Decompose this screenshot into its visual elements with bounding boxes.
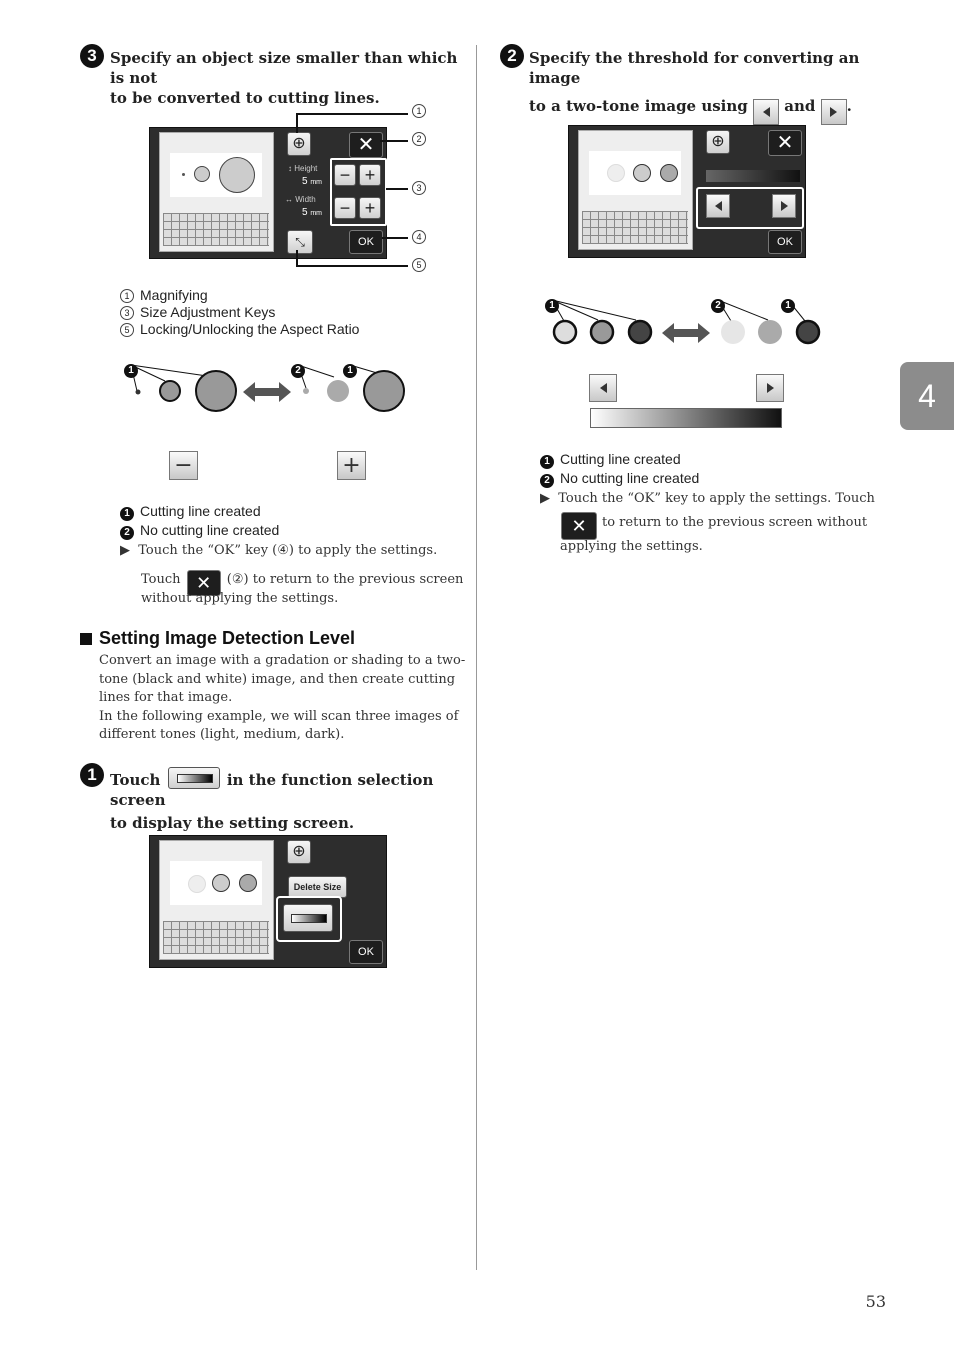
close-button[interactable]: ✕ bbox=[349, 132, 383, 158]
right-note-1: ▶ Touch the “OK” key to apply the settings. Touch bbox=[540, 491, 875, 506]
note-ok: ▶ Touch the “OK” key (④) to apply the settings. bbox=[120, 543, 438, 558]
minus-key-icon: − bbox=[169, 451, 198, 480]
width-value: 5 mm bbox=[302, 207, 323, 218]
aspect-lock-button[interactable]: ⤡ bbox=[287, 230, 313, 254]
chapter-tab: 4 bbox=[900, 362, 954, 430]
magnify-button-3[interactable]: ⊕ bbox=[287, 840, 311, 864]
callout-1: 1 bbox=[412, 104, 432, 118]
threshold-gradient-bar bbox=[706, 170, 800, 182]
height-minus-button[interactable]: − bbox=[334, 164, 356, 186]
step-1-number: 1 bbox=[80, 763, 104, 787]
tone-diagram bbox=[540, 290, 830, 350]
height-label: ↕ Height bbox=[288, 164, 318, 173]
diagram1-label-1: 1 bbox=[124, 358, 144, 378]
threshold-left-button[interactable] bbox=[706, 194, 730, 218]
close-button-2[interactable]: ✕ bbox=[768, 130, 802, 156]
legend-b: 1 Cutting line created 2 No cutting line created bbox=[120, 502, 279, 540]
callout-4: 4 bbox=[412, 230, 432, 244]
width-minus-button[interactable]: − bbox=[334, 197, 356, 219]
tone-gradient-bar bbox=[590, 408, 782, 428]
detection-level-button[interactable] bbox=[283, 904, 333, 932]
scan-preview-2 bbox=[578, 130, 693, 250]
magnify-button-2[interactable]: ⊕ bbox=[706, 130, 730, 154]
diagram2-label-2: 2 bbox=[711, 293, 731, 313]
section-square-icon bbox=[80, 633, 92, 645]
scan-preview bbox=[159, 132, 274, 252]
width-plus-button[interactable]: + bbox=[359, 197, 381, 219]
scan-preview-3 bbox=[159, 840, 274, 960]
right-note-3: applying the settings. bbox=[560, 539, 703, 554]
delete-size-button[interactable]: Delete Size bbox=[288, 876, 347, 898]
close-key-icon: ✕ bbox=[187, 570, 221, 596]
right-key-diagram-icon bbox=[756, 374, 784, 402]
step-3-title: Specify an object size smaller than which is not to be converted to cutting lines. bbox=[110, 49, 458, 107]
size-setting-screen bbox=[149, 127, 387, 259]
legend-right: 1 Cutting line created 2 No cutting line created bbox=[540, 450, 699, 488]
diagram2-label-1: 1 bbox=[545, 293, 565, 313]
size-diagram bbox=[115, 355, 415, 425]
legend-a: 1 Magnifying 3 Size Adjustment Keys 5 Locking/Unlocking the Aspect Ratio bbox=[120, 287, 359, 338]
threshold-right-button[interactable] bbox=[772, 194, 796, 218]
section-title: Setting Image Detection Level bbox=[99, 628, 356, 648]
note-close: Touch ✕ (②) to return to the previous screen bbox=[141, 570, 471, 596]
callout-2: 2 bbox=[412, 132, 432, 146]
plus-key-icon: + bbox=[337, 451, 366, 480]
threshold-screen bbox=[568, 125, 806, 258]
right-note-2: to return to the previous screen without bbox=[602, 515, 868, 530]
height-plus-button[interactable]: + bbox=[359, 164, 381, 186]
step-3-number: 3 bbox=[80, 44, 104, 68]
left-key-diagram-icon bbox=[589, 374, 617, 402]
height-value: 5 mm bbox=[302, 176, 323, 187]
width-label: ↔ Width bbox=[285, 195, 316, 204]
step-1-title: Touch in the function selection screen to display the setting screen. bbox=[110, 767, 470, 833]
callout-5: 5 bbox=[412, 258, 432, 272]
ok-button-2[interactable]: OK bbox=[768, 230, 802, 254]
callout-3: 3 bbox=[412, 181, 432, 195]
ok-button[interactable]: OK bbox=[349, 230, 383, 254]
section-paragraph: Convert an image with a gradation or shading to a two- tone (black and white) image, and then create cutting lines for that image. In the following example, we will scan three images of different tones (light, medium, dark). bbox=[99, 653, 466, 742]
step-2-title: Specify the threshold for converting an image to a two-tone image using and . bbox=[529, 48, 889, 125]
close-key-icon-right: ✕ bbox=[561, 512, 597, 540]
page-number: 53 bbox=[865, 1292, 886, 1311]
magnify-button[interactable]: ⊕ bbox=[287, 132, 311, 156]
right-arrow-key-icon bbox=[821, 99, 847, 125]
detection-level-key-icon bbox=[168, 767, 220, 789]
ok-button-3[interactable]: OK bbox=[349, 940, 383, 964]
step-2-number: 2 bbox=[500, 44, 524, 68]
left-arrow-key-icon bbox=[753, 99, 779, 125]
function-selection-screen bbox=[149, 835, 387, 968]
diagram1-label-2: 2 bbox=[291, 358, 311, 378]
column-divider bbox=[476, 45, 477, 1270]
diagram1-label-3: 1 bbox=[343, 358, 363, 378]
note-close-line2: without applying the settings. bbox=[141, 591, 339, 606]
diagram2-label-3: 1 bbox=[781, 293, 801, 313]
size-diagram-svg bbox=[115, 355, 415, 425]
